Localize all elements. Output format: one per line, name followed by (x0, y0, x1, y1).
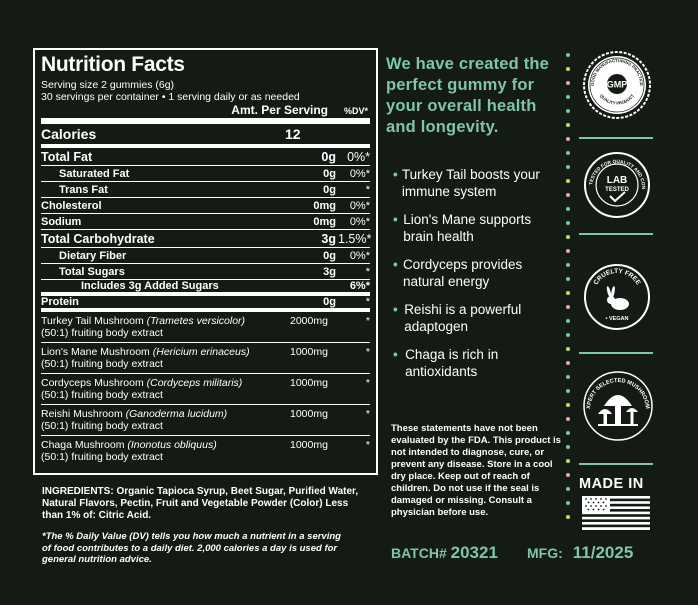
divider-dot (566, 333, 570, 337)
divider-dot (566, 487, 570, 491)
mfg-date: MFG: 11/2025 (527, 543, 634, 562)
benefits-list (393, 166, 563, 391)
divider-dot (566, 305, 570, 309)
gmp-arc-top: GOOD MANUFACTURING PRACTICE (589, 57, 645, 87)
benefit-item: • Cordyceps provides natural energy (393, 257, 523, 289)
divider-dot (566, 151, 570, 155)
divider-dot (566, 291, 570, 295)
gmp-center-text: GMP (606, 79, 628, 90)
nutrient-row-cholesterol: Cholesterol 0mg 0%* (41, 198, 370, 214)
separator (579, 233, 653, 235)
bullet-icon: • (393, 257, 398, 272)
mushroom-row-reishi: Reishi Mushroom (Ganoderma lucidum) (50:1) fruiting body extract 1000mg * (41, 405, 370, 436)
nutrient-row-total-sugars: Total Sugars 3g * (41, 264, 370, 280)
serving-size: Serving size 2 gummies (6g) (41, 79, 175, 91)
mushroom-row-cordyceps: Cordyceps Mushroom (Cordyceps militaris) (50:1) fruiting body extract 1000mg * (41, 374, 370, 405)
mushroom-row-lions-mane: Lion's Mane Mushroom (Hericium erinaceus) (50:1) fruiting body extract 1000mg * (41, 343, 370, 374)
benefit-item: • Turkey Tail boosts your immune system (393, 167, 540, 199)
cruelty-free-text: CRUELTY FREE (592, 267, 642, 287)
nutrition-facts-panel (33, 48, 378, 475)
gmp-arc-bottom: QUALITY PRODUCT (598, 93, 636, 106)
divider-dot (566, 109, 570, 113)
benefit-item: • Chaga is rich in antioxidants (393, 347, 499, 379)
lab-arc-text: TESTED FOR QUALITY AND CON (589, 159, 646, 190)
divider-dot (566, 53, 570, 57)
separator (579, 137, 653, 139)
servings-per-container: 30 servings per container • 1 serving daily or as needed (41, 91, 300, 103)
nutrient-row-total-carbohydrate: Total Carbohydrate 3g 1.5%* (41, 230, 370, 248)
nutrient-row-added-sugars: Includes 3g Added Sugars 6%* (41, 280, 370, 296)
divider-dot (566, 67, 570, 71)
nutrient-row-protein: Protein 0g * (41, 296, 370, 312)
dv-header: %DV* (343, 106, 368, 116)
bullet-icon: • (393, 302, 398, 317)
divider-dot (566, 165, 570, 169)
nutrition-title: Nutrition Facts (41, 53, 185, 76)
headline: We have created the perfect gummy for your overall health and longevity. (386, 55, 550, 136)
divider-dot (566, 417, 570, 421)
divider-dot (566, 347, 570, 351)
lab-line1: LAB (606, 175, 628, 186)
divider-dot (566, 249, 570, 253)
divider-dot (566, 207, 570, 211)
batch-number: BATCH# 20321 (391, 543, 498, 562)
lab-line2: TESTED (605, 187, 629, 193)
cruelty-free-badge-icon (582, 262, 652, 332)
mushroom-row-turkey-tail: Turkey Tail Mushroom (Trametes versicolor) (50:1) fruiting body extract 2000mg * (41, 312, 370, 343)
rabbit-icon (606, 286, 629, 310)
nutrient-row-saturated-fat: Saturated Fat 0g 0%* (41, 166, 370, 182)
benefit-item: • Reishi is a powerful adaptogen (393, 302, 522, 334)
divider-dot (566, 95, 570, 99)
divider-dot (566, 515, 570, 519)
fda-disclaimer: These statements have not been evaluated by the FDA. This product is not intended to diagnose, cure, or prevent any disease. Store in a cool dry place. Keep out of reach of children. Do not use if the seal is damaged or missing. Consult a physician before use. (391, 423, 561, 518)
calories-value: 12 (285, 126, 301, 142)
nutrient-row-total-fat: Total Fat 0g 0%* (41, 148, 370, 166)
nutrient-row-sodium: Sodium 0mg 0%* (41, 214, 370, 230)
lab-tested-badge-icon (582, 150, 652, 220)
dotted-divider (566, 53, 570, 529)
divider-dot (566, 431, 570, 435)
mushroom-icon (598, 395, 638, 426)
divider-dot (566, 403, 570, 407)
usa-flag-icon (582, 496, 650, 530)
divider-dot (566, 389, 570, 393)
divider-dot (566, 375, 570, 379)
separator (579, 352, 653, 354)
bullet-icon: • (393, 347, 398, 362)
divider-dot (566, 179, 570, 183)
divider-dot (566, 361, 570, 365)
divider-dot (566, 319, 570, 323)
nutrient-row-dietary-fiber: Dietary Fiber 0g 0%* (41, 248, 370, 264)
divider-dot (566, 263, 570, 267)
divider-dot (566, 235, 570, 239)
mushroom-arc-text: XPERT SELECTED MUSHROOM (585, 377, 651, 410)
bullet-icon: • (393, 212, 398, 227)
separator (579, 463, 653, 465)
divider-dot (566, 221, 570, 225)
benefit-item: • Lion's Mane supports brain health (393, 212, 532, 244)
divider-dot (566, 445, 570, 449)
divider-dot (566, 81, 570, 85)
expert-mushroom-badge-icon (582, 370, 654, 442)
divider-dot (566, 193, 570, 197)
divider-dot (566, 473, 570, 477)
bullet-icon: • (393, 167, 398, 182)
divider-dot (566, 459, 570, 463)
ingredients-text: INGREDIENTS: Organic Tapioca Syrup, Beet Sugar, Purified Water, Natural Flavors, Pectin, Fruit and Vegetable Powder (Color) Less than 1% of: Citric Acid. (42, 486, 359, 521)
amount-header (41, 103, 370, 124)
divider-dot (566, 123, 570, 127)
mushroom-row-chaga: Chaga Mushroom (Inonotus obliquus) (50:1) fruiting body extract 1000mg * (41, 439, 370, 463)
divider-dot (566, 137, 570, 141)
amt-per-serving-label: Amt. Per Serving (231, 103, 328, 117)
divider-dot (566, 277, 570, 281)
divider-dot (566, 501, 570, 505)
vegan-text: • VEGAN (605, 316, 629, 322)
calories-row (41, 124, 370, 148)
made-in-label: MADE IN (579, 476, 644, 492)
calories-label: Calories (41, 126, 97, 142)
nutrient-row-trans-fat: Trans Fat 0g * (41, 182, 370, 198)
daily-value-note: *The % Daily Value (DV) tells you how much a nutrient in a serving of food contributes to a daily diet. 2,000 calories a day is used for general nutrition advice. (42, 531, 341, 565)
gmp-badge-icon (582, 50, 652, 120)
